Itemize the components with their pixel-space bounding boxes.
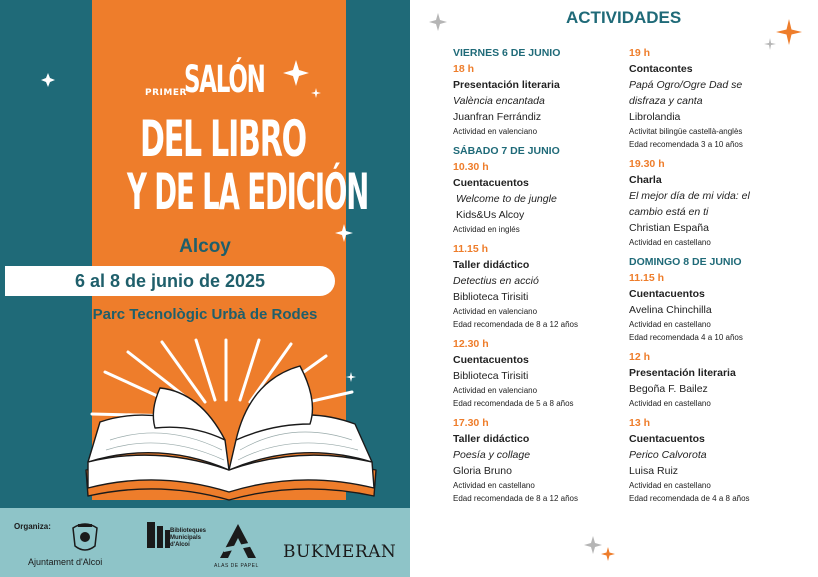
event-type: Cuentacuentos — [629, 433, 705, 445]
event-presenter: Kids&Us Alcoy — [456, 209, 525, 221]
event-type: Presentación literaria — [453, 79, 560, 91]
event-presenter: Librolandia — [629, 111, 681, 123]
biblioteques-logo-icon — [145, 520, 171, 554]
event-type: Taller didáctico — [453, 259, 530, 271]
event-language: Actividad en valenciano — [453, 307, 538, 316]
event-title: El mejor día de mi vida: el — [629, 190, 750, 202]
sparkle-icon — [600, 546, 616, 562]
event-language: Actividad en castellano — [629, 320, 711, 329]
event-time: 12.30 h — [453, 338, 489, 350]
event-type: Cuentacuentos — [453, 354, 529, 366]
activities-column-2 — [629, 45, 804, 505]
biblioteques-line: d'Alcoi — [170, 542, 190, 548]
bukmeran-logo: BUKMERAN — [283, 542, 397, 562]
event-title: Detectius en acció — [453, 275, 539, 287]
title-edicion: Y DE LA EDICIÓN — [127, 163, 369, 221]
event-presenter: Luisa Ruiz — [629, 465, 679, 477]
event-age: Edad recomendada de 8 a 12 años — [453, 494, 578, 503]
venue-label: Parc Tecnològic Urbà de Rodes — [92, 306, 318, 323]
event-presenter: Biblioteca Tirisiti — [453, 291, 529, 303]
event-language: Activitat bilingüe castellà-anglès — [629, 127, 743, 136]
event-age: Edad recomendada de 8 a 12 años — [453, 320, 578, 329]
event-language: Actividad en valenciano — [453, 127, 538, 136]
day-heading: DOMINGO 8 DE JUNIO — [629, 256, 742, 268]
event-title: Papá Ogro/Ogre Dad se — [629, 79, 743, 91]
alas-de-papel-logo-icon — [218, 522, 258, 560]
event-time: 11.15 h — [629, 272, 665, 284]
event-presenter: Christian España — [629, 222, 709, 234]
title-salon: SALÓN — [184, 58, 265, 101]
sparkle-icon — [775, 18, 803, 46]
sponsors-footer — [0, 508, 410, 577]
ajuntament-logo-text: Ajuntament d'Alcoi — [28, 557, 103, 567]
event-age: Edad recomendada de 5 a 8 años — [453, 399, 574, 408]
event-time: 10.30 h — [453, 161, 489, 173]
event-presenter: Juanfran Ferrándiz — [453, 111, 542, 123]
event-type: Cuentacuentos — [453, 177, 529, 189]
event-age: Edad recomendada 4 a 10 años — [629, 333, 743, 342]
event-time: 18 h — [453, 63, 475, 75]
event-presenter: Biblioteca Tirisiti — [453, 370, 529, 382]
event-type: Presentación literaria — [629, 367, 736, 379]
event-language: Actividad en castellano — [629, 481, 711, 490]
event-time: 13 h — [629, 417, 651, 429]
sparkle-icon — [428, 12, 448, 32]
day-heading: SÁBADO 7 DE JUNIO — [453, 145, 560, 157]
activities-column-1 — [453, 45, 621, 505]
event-presenter: Gloria Bruno — [453, 465, 512, 477]
ajuntament-crest-icon — [68, 520, 102, 556]
biblioteques-line: Biblioteques — [170, 528, 207, 534]
event-type: Contacontes — [629, 63, 693, 75]
event-age: Edad recomendada 3 a 10 años — [629, 140, 743, 149]
event-language: Actividad en castellano — [453, 481, 535, 490]
activities-title: ACTIVIDADES — [566, 8, 682, 27]
alas-de-papel-text: ALAS DE PAPEL — [214, 563, 259, 569]
event-title: disfraza y canta — [629, 95, 703, 107]
event-time: 19 h — [629, 47, 651, 59]
open-book-illustration — [0, 0, 410, 508]
event-language: Actividad en valenciano — [453, 386, 538, 395]
event-title: cambio está en ti — [629, 206, 709, 218]
event-type: Charla — [629, 174, 662, 186]
event-presenter: Avelina Chinchilla — [629, 304, 712, 316]
city-label: Alcoy — [179, 236, 231, 257]
organiza-label: Organiza: — [14, 522, 51, 531]
biblioteques-line: Municipals — [170, 535, 202, 541]
event-title: València encantada — [453, 95, 545, 107]
event-title: Welcome to de jungle — [456, 193, 557, 205]
event-language: Actividad en castellano — [629, 399, 711, 408]
event-time: 12 h — [629, 351, 651, 363]
title-del-libro: DEL LIBRO — [140, 110, 306, 168]
event-language: Actividad en inglés — [453, 225, 520, 234]
event-title: Poesía y collage — [453, 449, 531, 461]
event-time: 11.15 h — [453, 243, 489, 255]
event-presenter: Begoña F. Bailez — [629, 383, 708, 395]
event-title: Perico Calvorota — [629, 449, 707, 461]
date-text: 6 al 8 de junio de 2025 — [74, 270, 266, 291]
event-time: 19.30 h — [629, 158, 665, 170]
event-type: Taller didáctico — [453, 433, 530, 445]
event-language: Actividad en castellano — [629, 238, 711, 247]
event-type: Cuentacuentos — [629, 288, 705, 300]
event-age: Edad recomendada de 4 a 8 años — [629, 494, 750, 503]
biblioteques-logo-text — [170, 528, 206, 549]
title-primer: PRIMER — [145, 88, 187, 98]
event-time: 17.30 h — [453, 417, 489, 429]
day-heading: VIERNES 6 DE JUNIO — [453, 47, 561, 59]
